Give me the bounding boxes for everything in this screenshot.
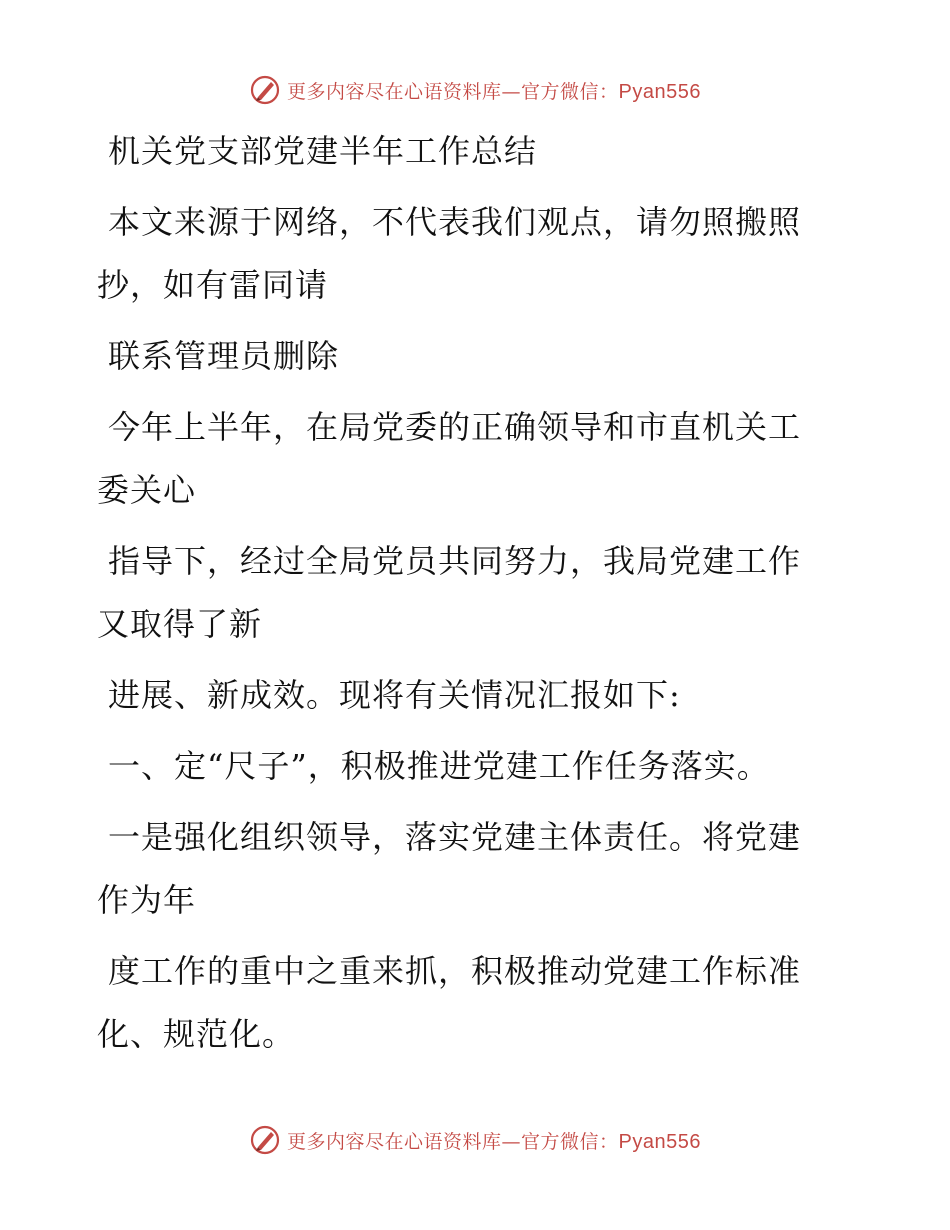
document-title: 机关党支部党建半年工作总结 — [108, 132, 538, 170]
watermark-text: 更多内容尽在心语资料库—官方微信：Pyan556 — [287, 80, 701, 103]
watermark-id: Pyan556 — [618, 80, 701, 103]
section-heading: 一、定“尺子”，积极推进党建工作任务落实。 — [108, 747, 770, 785]
paragraph: 度工作的重中之重来抓，积极推动党建工作标准 化、规范化。 — [97, 952, 802, 1053]
document-body — [97, 120, 837, 1074]
header-watermark — [0, 70, 950, 110]
paragraph: 指导下，经过全局党员共同努力，我局党建工作 又取得了新 — [97, 542, 802, 643]
paragraph: 进展、新成效。现将有关情况汇报如下: — [108, 676, 681, 714]
paragraph: 今年上半年，在局党委的正确领导和市直机关工 委关心 — [97, 408, 802, 509]
watermark-id: Pyan556 — [618, 1130, 701, 1153]
paragraph: 一是强化组织领导，落实党建主体责任。将党建 作为年 — [97, 818, 802, 919]
watermark-text: 更多内容尽在心语资料库—官方微信：Pyan556 — [287, 1130, 701, 1153]
paragraph: 本文来源于网络，不代表我们观点，请勿照搬照 抄，如有雷同请 — [97, 203, 802, 304]
pen-logo-icon — [249, 74, 281, 106]
pen-logo-icon — [249, 1124, 281, 1156]
paragraph: 联系管理员删除 — [108, 337, 340, 375]
footer-watermark — [0, 1120, 950, 1160]
